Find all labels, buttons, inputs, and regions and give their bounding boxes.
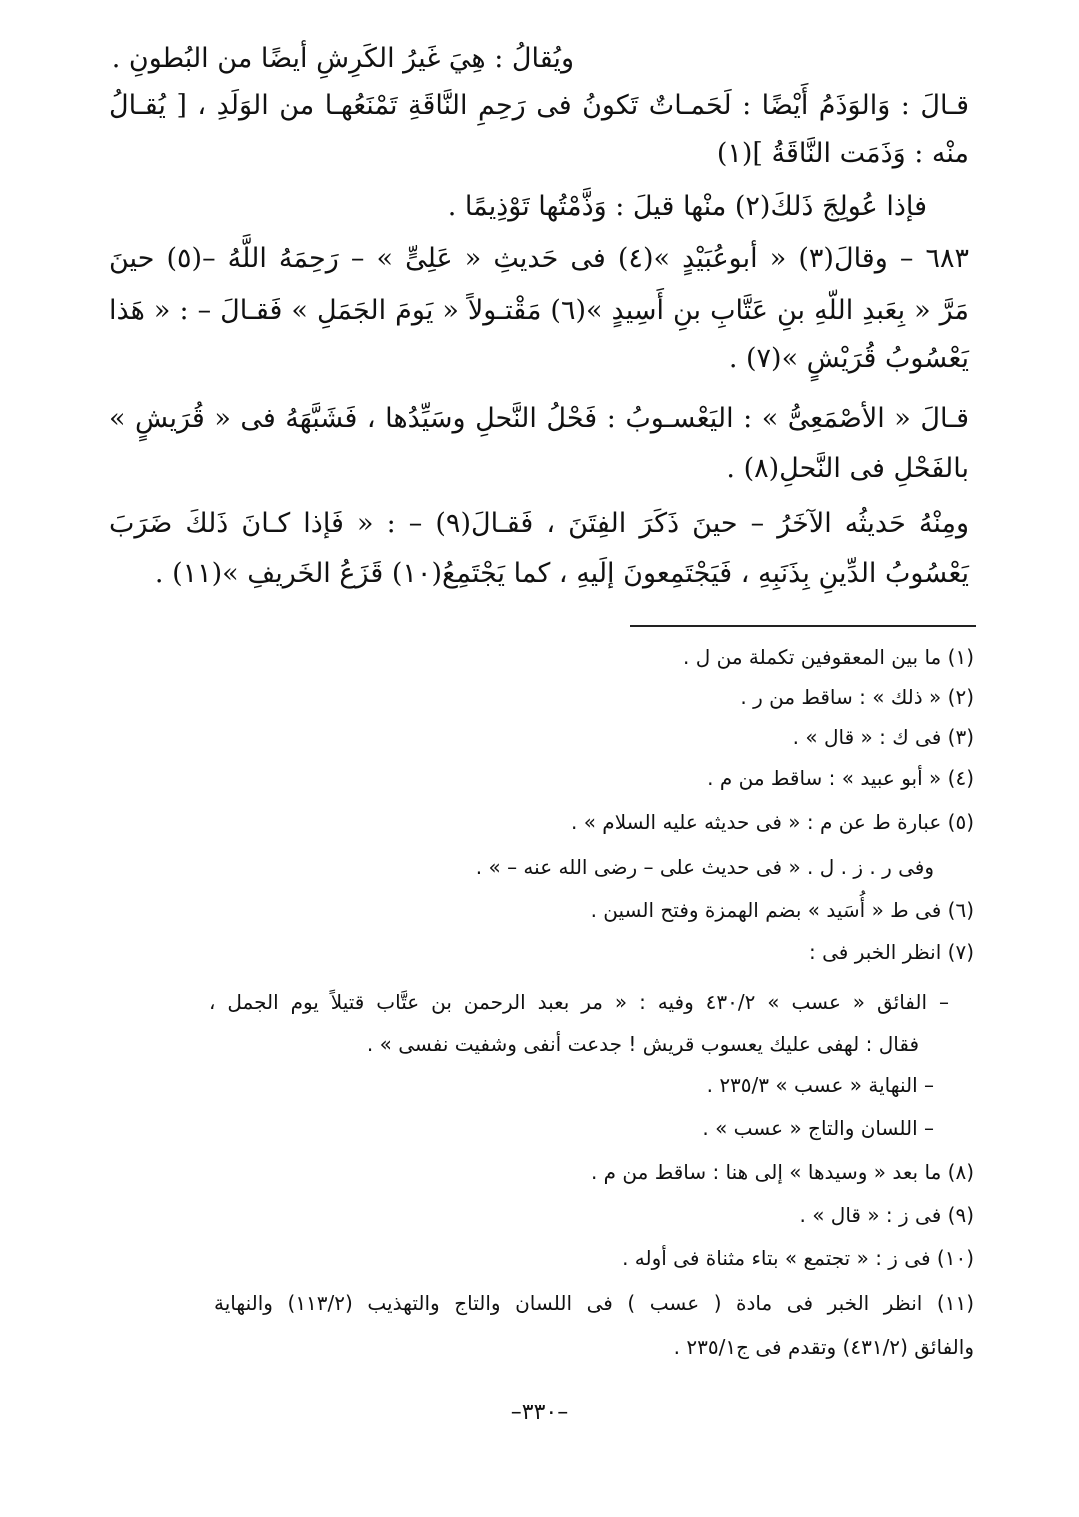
footnote-4: (٤) « أبو عبيد » : ساقط من م . [707,766,974,790]
page-number: –٣٣٠– [510,1400,569,1425]
footnote-2: (٢) « ذلك » : ساقط من ر . [740,685,974,709]
footnote-separator [630,625,976,627]
footnote-5: (٥) عبارة ط عن م : « فى حديثه عليه السلام » . [571,810,974,834]
main-line-4: فإذا عُولِجَ ذَلكَ(٢) منْها قيلَ : وَذَّمْتُها تَوْذِيمًا . [447,191,927,222]
main-line-11: يَعْسُوبُ الدِّينِ بِذَنَبِهِ ، فَيَجْتَمِعونَ إلَيهِ ، كما يَجْتَمِعُ(١٠) قَزَعُ الخَريفِ »(١١) . [154,558,969,589]
main-line-5: ٦٨٣ – وقالَ(٣) « أبوعُبَيْدٍ »(٤) فى حَديثِ « عَلِىٍّ » – رَحِمَهُ اللَّهُ –(٥) حينَ [109,243,969,274]
footnote-6: (٦) فى ط « أُسَيد » بضم الهمزة وفتح السين . [590,898,974,922]
footnote-3: (٣) فى ك : « قال » . [792,725,974,749]
footnote-8: (٨) ما بعد « وسيدها » إلى هنا : ساقط من م . [590,1160,974,1184]
footnote-9: (٩) فى ز : « قال » . [799,1203,974,1227]
footnote-10: (١٠) فى ز : « تجتمع » بتاء مثناة فى أوله . [622,1246,974,1270]
footnote-7-source-1: – الفائق « عسب » ٤٣٠/٢ وفيه : « مر بعبد الرحمن بن عتَّاب قتيلاً يوم الجمل ، [209,990,950,1014]
main-line-3: منْه : وَذَمَت النَّاقَةُ ](١) [716,138,969,169]
main-line-7: يَعْسُوبُ قُرَيْشٍ »(٧) . [728,343,969,374]
footnote-5-continued: وفى ر . ز . ل . « فى حديث على – رضى الله عنه – » . [475,855,934,879]
footnote-11: (١١) انظر الخبر فى مادة ( عسب ) فى اللسان والتاج والتهذيب (١١٣/٢) والنهاية [214,1291,974,1315]
footnote-7: (٧) انظر الخبر فى : [809,940,974,964]
main-line-10: ومِنْهُ حَديثُه الآخَرُ – حينَ ذَكَرَ الفِتَنَ ، فَقـالَ(٩) – : « فَإذا كـانَ ذَلكَ ضَرَبَ [109,508,969,539]
footnote-7-source-3: – اللسان والتاج « عسب » . [702,1116,934,1140]
main-line-8: قـالَ « الأصْمَعِىُّ » : اليَعْسـوبُ : فَحْلُ النَّحلِ وسَيِّدُها ، فَشَبَّهَهُ فى « قُرَيشٍ » [109,403,969,434]
footnote-11-continued: والفائق (٤٣١/٢) وتقدم فى ج٢٣٥/١ . [673,1335,974,1359]
footnote-7-source-2: – النهاية « عسب » ٢٣٥/٣ . [706,1073,934,1097]
main-line-9: بالفَحْلِ فى النَّحلِ(٨) . [726,453,969,484]
footnote-7-source-1-cont: فقال : لهفى عليك يعسوب قريش ! جدعت أنفى وشفيت نفسى » . [366,1032,919,1056]
main-line-6: مَرَّ « بِعَبدِ اللّهِ بنِ عَتَّابِ بنِ أَسِيدٍ »(٦) مَقْتـولاً « يَومَ الجَمَلِ » فَقـالَ – : « هَذا [109,295,969,326]
footnote-1: (١) ما بين المعقوفين تكملة من ل . [683,645,974,669]
main-line-1: ويُقالُ : هِيَ غَيرُ الكَرِشِ أيضًا من البُطونِ . [111,43,574,74]
main-line-2: قـالَ : وَالوَذَمُ أَيْضًا : لَحَمـاتٌ تَكونُ فى رَحِمِ النَّاقَةِ تَمْنَعُهـا من الوَلَدِ ، [ يُقـالُ [109,90,969,121]
